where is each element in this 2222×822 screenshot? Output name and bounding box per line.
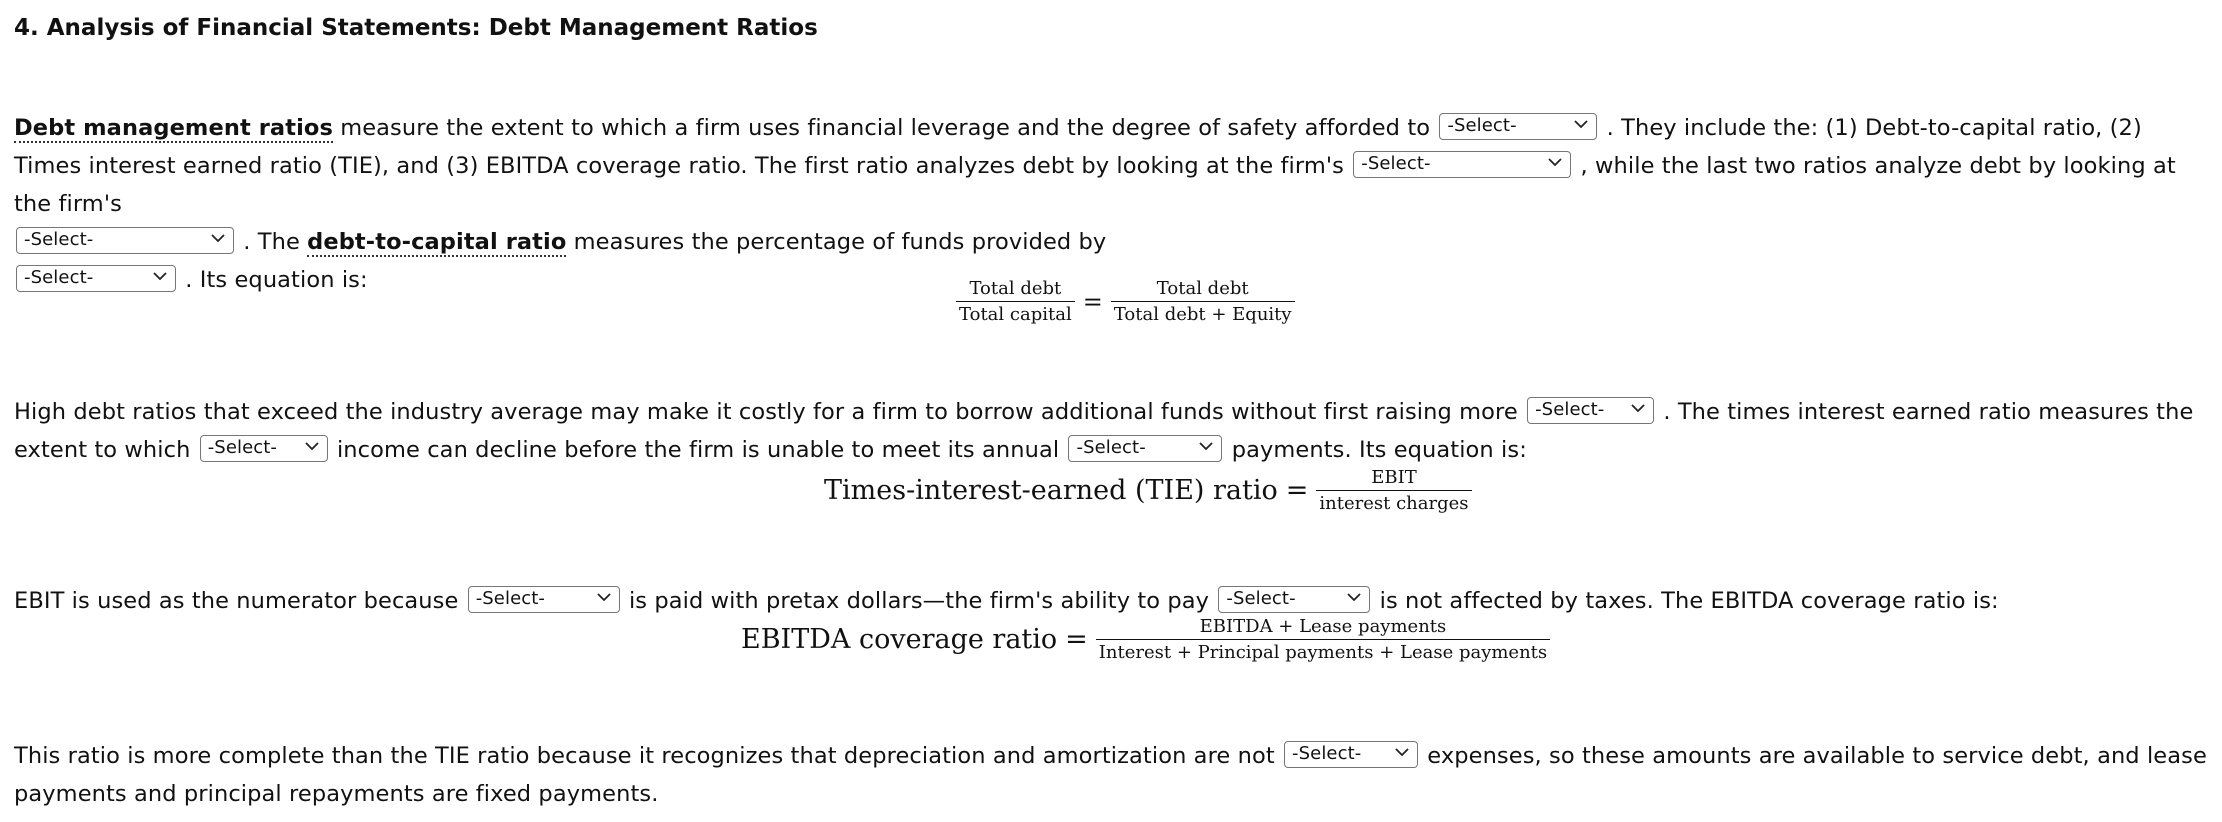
equation-lhs: EBITDA coverage ratio [741, 624, 1058, 655]
select-last-two-ratios-analyze[interactable] [16, 227, 234, 254]
select-income-type[interactable] [200, 435, 328, 462]
paragraph-debt-management [14, 109, 2210, 299]
text-segment: . The [236, 229, 308, 255]
equals-sign: = [1065, 624, 1088, 655]
paragraph-high-debt-ratios [14, 393, 2210, 469]
select-not-expenses[interactable] [1284, 741, 1418, 768]
select-paid-with-pretax[interactable] [468, 586, 620, 613]
equals-sign: = [1285, 475, 1309, 506]
text-segment: income can decline before the firm is unable to meet its annual [329, 437, 1067, 463]
chevron-down-icon [1347, 590, 1361, 604]
text-segment: , while the last two ratios analyze debt by looking at the firm's [14, 153, 2176, 217]
text-segment: payments. Its equation is: [1224, 437, 1527, 463]
select-raising-more[interactable] [1527, 397, 1654, 424]
select-value: -Select- [1447, 115, 1517, 136]
select-first-ratio-analyzes[interactable] [1353, 151, 1571, 178]
page-title: 4. Analysis of Financial Statements: Debt Management Ratios [14, 15, 818, 41]
chevron-down-icon [1548, 155, 1562, 169]
text-segment: measures the percentage of funds provided by [566, 229, 1107, 255]
text-segment: This ratio is more complete than the TIE ratio because it recognizes that depreciation and amortization are not [14, 743, 1283, 769]
equals-sign: = [1082, 287, 1103, 316]
chevron-down-icon [1574, 117, 1588, 131]
text-segment: EBIT is used as the numerator because [14, 588, 466, 614]
text-segment: High debt ratios that exceed the industry average may make it costly for a firm to borrow additional funds without first raising more [14, 399, 1526, 425]
select-value: -Select- [24, 229, 94, 250]
equation-lhs: Times-interest-earned (TIE) ratio [824, 475, 1278, 506]
chevron-down-icon [1199, 439, 1213, 453]
paragraph-ebitda-complete [14, 737, 2210, 813]
chevron-down-icon [153, 269, 167, 283]
text-segment: expenses, so these amounts are available to service debt, and lease payments and principal repayments are fixed payments. [14, 743, 2207, 807]
select-value: -Select- [1226, 588, 1296, 609]
fraction-rhs [1316, 467, 1471, 514]
select-value: -Select- [1361, 153, 1431, 174]
equation-ebitda-coverage [741, 616, 1550, 663]
fraction-denominator: Total capital [959, 304, 1072, 325]
select-annual-payments[interactable] [1068, 435, 1222, 462]
text-segment: is paid with pretax dollars—the firm's ability to pay [621, 588, 1217, 614]
chevron-down-icon [597, 590, 611, 604]
fraction-denominator: Total debt + Equity [1113, 304, 1292, 325]
fraction-denominator: interest charges [1319, 493, 1469, 514]
chevron-down-icon [1395, 745, 1409, 759]
select-value: -Select- [475, 588, 546, 609]
fraction-numerator: EBITDA + Lease payments [1096, 616, 1550, 640]
fraction-lhs [956, 278, 1075, 325]
select-safety-afforded-to[interactable] [1439, 113, 1597, 140]
equation-debt-to-capital [956, 278, 1295, 325]
fraction-numerator: Total debt [1111, 278, 1295, 302]
chevron-down-icon [1631, 401, 1645, 415]
select-value: -Select- [1292, 743, 1362, 764]
fraction-denominator: Interest + Principal payments + Lease payments [1098, 642, 1548, 663]
chevron-down-icon [305, 439, 319, 453]
select-value: -Select- [1076, 437, 1146, 458]
text-segment: . The times interest earned ratio measures the extent to which [14, 399, 2194, 463]
fraction-rhs [1096, 616, 1550, 663]
chevron-down-icon [211, 231, 225, 245]
term-debt-to-capital-ratio[interactable]: debt-to-capital ratio [307, 229, 567, 255]
equation-tie-ratio [824, 467, 1472, 514]
fraction-numerator: EBIT [1316, 467, 1471, 491]
select-value: -Select- [1535, 399, 1605, 420]
fraction-numerator: Total debt [956, 278, 1075, 302]
text-segment: . Its equation is: [178, 267, 368, 293]
text-segment: . They include the: (1) Debt-to-capital ratio, (2) Times interest earned ratio (TIE), and (3) EBITDA coverage ratio. The first ratio analyzes debt by looking at the firm's [14, 115, 2142, 179]
text-segment: measure the extent to which a firm uses financial leverage and the degree of safety afforded to [332, 115, 1438, 141]
term-debt-management-ratios[interactable]: Debt management ratios [14, 115, 333, 141]
select-funds-provided-by[interactable] [16, 265, 176, 292]
select-value: -Select- [207, 437, 278, 458]
select-value: -Select- [24, 267, 94, 288]
select-ability-to-pay[interactable] [1218, 586, 1370, 613]
text-segment: is not affected by taxes. The EBITDA coverage ratio is: [1372, 588, 1999, 614]
fraction-rhs [1111, 278, 1295, 325]
paragraph-ebit-numerator [14, 582, 2210, 620]
